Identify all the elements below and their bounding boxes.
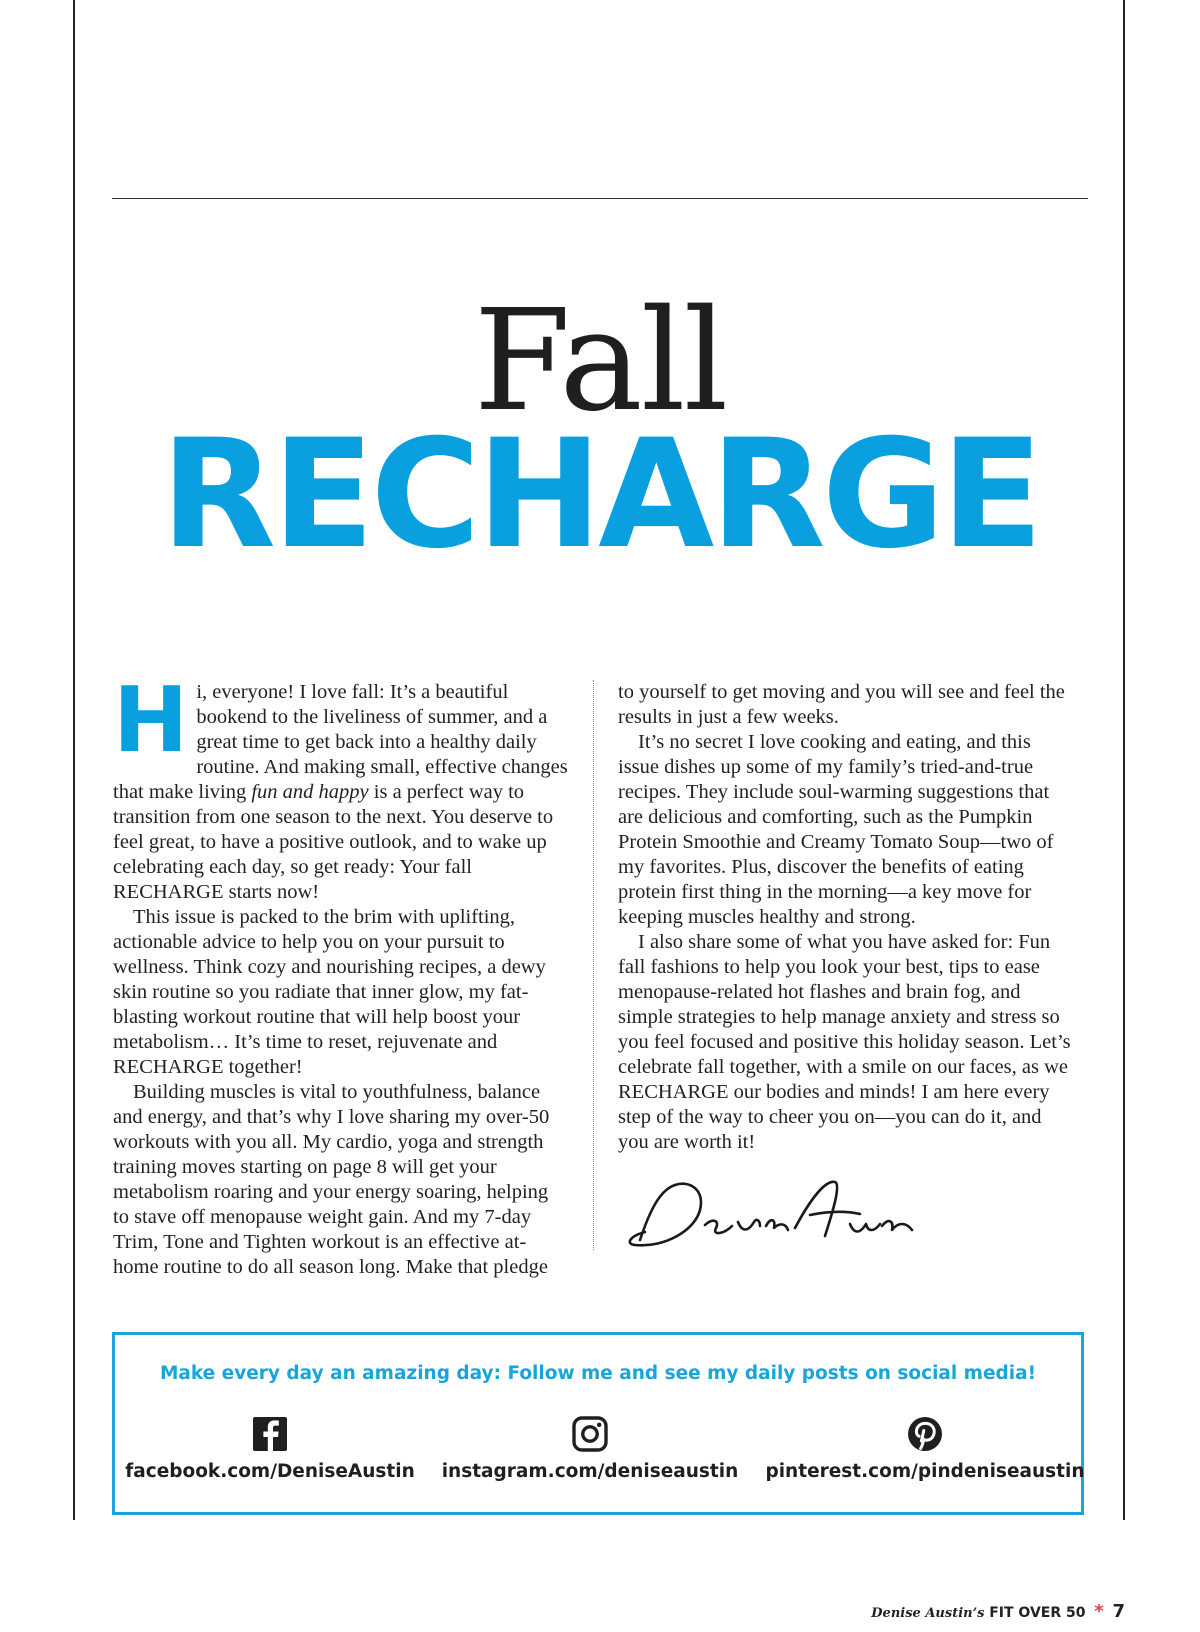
article-column-left — [113, 668, 568, 1278]
social-heading: Make every day an amazing day: Follow me and see my daily posts on social media! — [159, 1363, 1037, 1384]
article-paragraph-3: Building muscles is vital to youthfulness, balance and energy, and that’s why I love sharing my over-50 workouts with you all. My cardio, yoga and strength training moves starting on page 8 will get your metabolism roaring and your energy soaring, helping to stave off menopause weight gain. And my 7-day Trim, Tone and Tighten workout is an effective at-home routine to do all season long. Make that pledge — [113, 1081, 550, 1278]
footer-author: Denise Austin’s — [871, 1606, 985, 1621]
drop-cap: H — [113, 668, 189, 773]
p1-end: is a perfect way to transition from one season to the next. You deserve to feel great, to have a positive outlook, and to wake up celebrating each day, so get ready: Your fall RECHARGE starts now! — [113, 781, 554, 903]
signature-image — [620, 1170, 930, 1260]
instagram-link[interactable]: instagram.com/deniseaustin — [441, 1461, 739, 1482]
title-recharge: RECHARGE — [160, 408, 1040, 582]
instagram-icon — [571, 1415, 609, 1453]
pinterest-link[interactable]: pinterest.com/pindeniseaustin — [765, 1461, 1085, 1482]
right-border-line — [1123, 0, 1125, 1520]
p1-start: i, everyone! I love fall: It’s a beautiful bookend to the liveliness of summer, and a great time to get back into a healthy daily routine. And making small, effective changes that make living — [113, 681, 568, 803]
footer-star-icon: * — [1094, 1601, 1104, 1622]
social-item-instagram[interactable] — [440, 1415, 740, 1482]
top-horizontal-rule — [112, 198, 1088, 199]
article-paragraph-3-continued: to yourself to get moving and you will see and feel the results in just a few weeks. — [618, 681, 1065, 728]
pinterest-icon — [906, 1415, 944, 1453]
facebook-link[interactable]: facebook.com/DeniseAustin — [125, 1461, 415, 1482]
left-border-line — [73, 0, 75, 1520]
title-fall: Fall — [473, 280, 727, 443]
facebook-icon — [251, 1415, 289, 1453]
article-paragraph-4: It’s no secret I love cooking and eating, and this issue dishes up some of my family’s tried-and-true recipes. They include soul-warming suggestions that are delicious and comforting, such as the Pumpkin Protein Smoothie and Creamy Tomato Soup—two of my favorites. Plus, discover the benefits of eating protein first thing in the morning—a key move for keeping muscles healthy and strong. — [618, 731, 1054, 928]
column-divider — [593, 680, 594, 1250]
p1-emphasis: fun and happy — [251, 781, 369, 803]
social-item-pinterest[interactable] — [765, 1415, 1085, 1482]
page-footer — [871, 1601, 1125, 1622]
page-number: 7 — [1112, 1601, 1125, 1622]
social-item-facebook[interactable] — [125, 1415, 415, 1482]
article-column-right — [618, 680, 1073, 1155]
article-paragraph-2: This issue is packed to the brim with uplifting, actionable advice to help you on your pursuit to wellness. Think cozy and nourishing recipes, a dewy skin routine so you radiate that inner glow, my fat-blasting workout routine that will help boost your metabolism… It’s time to reset, rejuvenate and RECHARGE together! — [113, 906, 546, 1078]
article-paragraph-5: I also share some of what you have asked for: Fun fall fashions to help you look your best, tips to ease menopause-related hot flashes and brain fog, and simple strategies to help manage anxiety and stress so you feel focused and positive this holiday season. Let’s celebrate fall together, with a smile on our faces, as we RECHARGE our bodies and minds! I am here every step of the way to cheer you on—you can do it, and you are worth it! — [618, 931, 1071, 1153]
footer-magazine-title: FIT OVER 50 — [989, 1605, 1086, 1621]
article-paragraph-1 — [113, 668, 568, 905]
social-media-box — [112, 1332, 1084, 1515]
